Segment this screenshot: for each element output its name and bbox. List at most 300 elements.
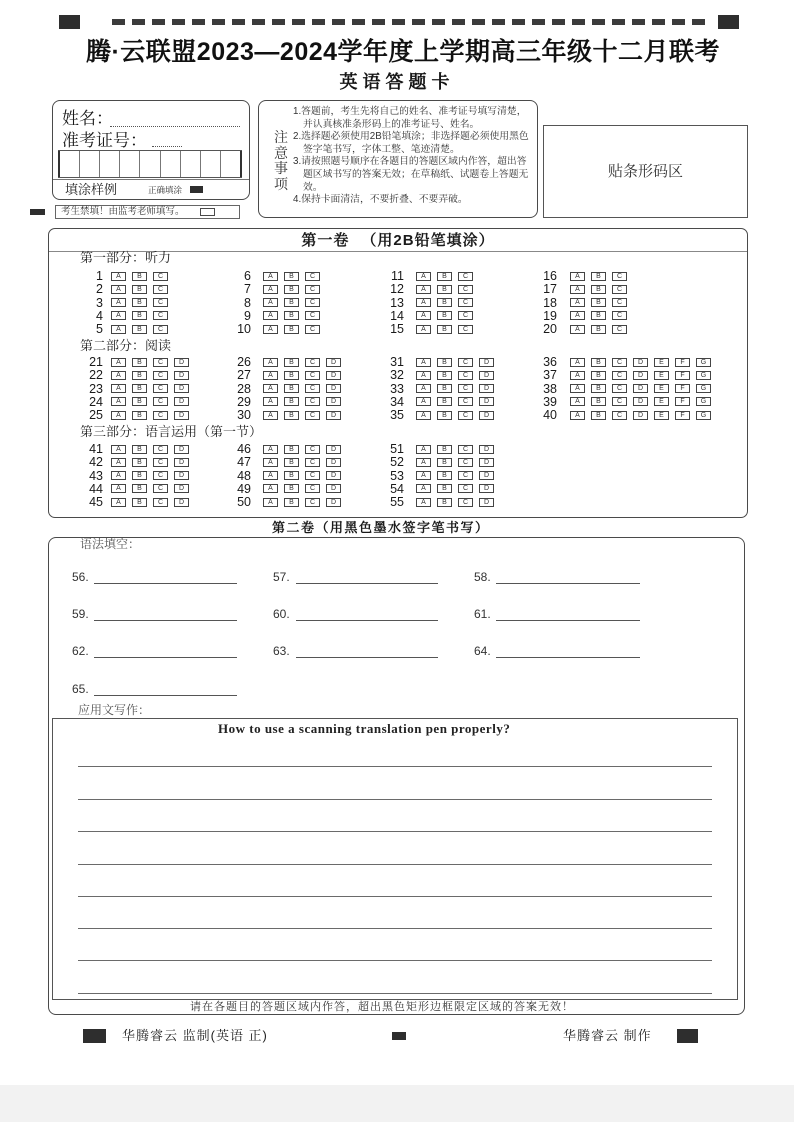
answer-bubble-a[interactable]: A	[416, 272, 431, 281]
answer-blank[interactable]	[296, 620, 438, 621]
writing-line[interactable]	[78, 928, 712, 929]
answer-bubble-b[interactable]: B	[132, 411, 147, 420]
answer-bubble-a[interactable]: A	[263, 445, 278, 454]
answer-bubble-c[interactable]: C	[458, 311, 473, 320]
answer-bubble-b[interactable]: B	[284, 498, 299, 507]
answer-bubble-a[interactable]: A	[416, 384, 431, 393]
answer-bubble-g[interactable]: G	[696, 411, 711, 420]
answer-bubble-g[interactable]: G	[696, 397, 711, 406]
answer-bubble-a[interactable]: A	[263, 311, 278, 320]
answer-bubble-b[interactable]: B	[284, 397, 299, 406]
notice-item: 4.保持卡面清洁，不要折叠、不要弄破。	[293, 194, 468, 206]
name-label: 姓名：	[62, 109, 113, 128]
timing-mark	[412, 19, 425, 25]
answer-bubble-d[interactable]: D	[479, 471, 494, 480]
question-number: 18	[543, 295, 557, 310]
answer-bubble-d[interactable]: D	[326, 445, 341, 454]
answer-bubble-b[interactable]: B	[284, 411, 299, 420]
answer-bubble-b[interactable]: B	[284, 471, 299, 480]
answer-bubble-b[interactable]: B	[132, 471, 147, 480]
footer-producer: 华腾睿云 制作	[563, 1028, 652, 1043]
answer-bubble-a[interactable]: A	[111, 498, 126, 507]
exam-id-digit-cell[interactable]	[161, 151, 181, 177]
answer-bubble-d[interactable]: D	[174, 458, 189, 467]
question-number: 15	[390, 322, 404, 336]
answer-bubble-f[interactable]: F	[675, 371, 690, 380]
alignment-mark-bottom-right	[677, 1029, 698, 1043]
question-number: 7	[244, 282, 251, 297]
answer-bubble-d[interactable]: D	[326, 458, 341, 467]
answer-bubble-b[interactable]: B	[132, 358, 147, 367]
answer-bubble-b[interactable]: B	[437, 411, 452, 420]
answer-bubble-c[interactable]: C	[305, 358, 320, 367]
blank-number: 57.	[273, 570, 290, 584]
answer-bubble-c[interactable]: C	[305, 471, 320, 480]
answer-bubble-d[interactable]: D	[326, 498, 341, 507]
writing-line[interactable]	[78, 896, 712, 897]
answer-bubble-b[interactable]: B	[132, 285, 147, 294]
answer-bubble-c[interactable]: C	[458, 484, 473, 493]
answer-bubble-a[interactable]: A	[570, 272, 585, 281]
answer-bubble-a[interactable]: A	[416, 371, 431, 380]
answer-bubble-a[interactable]: A	[263, 458, 278, 467]
answer-bubble-g[interactable]: G	[696, 371, 711, 380]
fill-sample-correct-label: 正确填涂	[148, 185, 183, 195]
question-number: 8	[244, 295, 251, 310]
answer-bubble-c[interactable]: C	[458, 358, 473, 367]
answer-bubble-c[interactable]: C	[458, 471, 473, 480]
answer-blank[interactable]	[296, 583, 438, 584]
answer-bubble-c[interactable]: C	[612, 325, 627, 334]
question-number: 23	[89, 381, 103, 396]
answer-bubble-c[interactable]: C	[612, 371, 627, 380]
timing-mark	[232, 19, 245, 25]
answer-bubble-d[interactable]: D	[326, 411, 341, 420]
writing-line[interactable]	[78, 831, 712, 832]
blank-number: 63.	[273, 644, 290, 658]
answer-bubble-c[interactable]: C	[305, 445, 320, 454]
answer-bubble-d[interactable]: D	[174, 371, 189, 380]
answer-bubble-a[interactable]: A	[111, 411, 126, 420]
answer-bubble-d[interactable]: D	[326, 397, 341, 406]
exam-id-digit-cell[interactable]	[201, 151, 221, 177]
answer-bubble-b[interactable]: B	[284, 311, 299, 320]
answer-bubble-a[interactable]: A	[111, 458, 126, 467]
timing-mark	[352, 19, 365, 25]
answer-bubble-b[interactable]: B	[284, 371, 299, 380]
sheet-subtitle: 英语答题卡	[339, 72, 455, 92]
answer-bubble-a[interactable]: A	[570, 384, 585, 393]
answer-bubble-f[interactable]: F	[675, 358, 690, 367]
answer-blank[interactable]	[496, 583, 640, 584]
answer-bubble-b[interactable]: B	[437, 498, 452, 507]
answer-bubble-b[interactable]: B	[284, 384, 299, 393]
answer-bubble-d[interactable]: D	[174, 498, 189, 507]
answer-bubble-d[interactable]: D	[326, 371, 341, 380]
answer-bubble-c[interactable]: C	[458, 458, 473, 467]
question-number: 10	[237, 322, 251, 336]
answer-bubble-c[interactable]: C	[153, 498, 168, 507]
answer-bubble-c[interactable]: C	[458, 384, 473, 393]
answer-bubble-d[interactable]: D	[479, 498, 494, 507]
answer-bubble-b[interactable]: B	[284, 325, 299, 334]
answer-bubble-b[interactable]: B	[591, 384, 606, 393]
answer-bubble-b[interactable]: B	[132, 484, 147, 493]
answer-bubble-b[interactable]: B	[437, 285, 452, 294]
answer-bubble-c[interactable]: C	[458, 325, 473, 334]
answer-bubble-b[interactable]: B	[284, 445, 299, 454]
answer-bubble-d[interactable]: D	[633, 411, 648, 420]
answer-bubble-f[interactable]: F	[675, 397, 690, 406]
answer-bubble-c[interactable]: C	[458, 498, 473, 507]
question-number: 26	[237, 355, 251, 369]
answer-bubble-c[interactable]: C	[305, 397, 320, 406]
answer-bubble-a[interactable]: A	[111, 298, 126, 307]
answer-bubble-c[interactable]: C	[612, 358, 627, 367]
question-number: 52	[390, 455, 404, 470]
answer-bubble-b[interactable]: B	[437, 384, 452, 393]
answer-bubble-b[interactable]: B	[437, 311, 452, 320]
timing-mark	[332, 19, 345, 25]
writing-line[interactable]	[78, 766, 712, 767]
answer-bubble-b[interactable]: B	[437, 272, 452, 281]
answer-bubble-a[interactable]: A	[263, 484, 278, 493]
answer-bubble-a[interactable]: A	[570, 311, 585, 320]
blank-number: 65.	[72, 682, 89, 696]
answer-bubble-b[interactable]: B	[437, 358, 452, 367]
answer-bubble-c[interactable]: C	[458, 285, 473, 294]
answer-bubble-b[interactable]: B	[132, 325, 147, 334]
answer-bubble-c[interactable]: C	[305, 384, 320, 393]
answer-bubble-b[interactable]: B	[437, 484, 452, 493]
answer-bubble-f[interactable]: F	[675, 411, 690, 420]
answer-bubble-a[interactable]: A	[416, 484, 431, 493]
proctor-check-box[interactable]	[200, 208, 215, 216]
timing-mark	[272, 19, 285, 25]
answer-blank[interactable]	[94, 657, 237, 658]
answer-bubble-c[interactable]: C	[305, 498, 320, 507]
question-number: 39	[543, 394, 557, 409]
answer-blank[interactable]	[296, 657, 438, 658]
answer-bubble-a[interactable]: A	[416, 358, 431, 367]
answer-bubble-b[interactable]: B	[437, 471, 452, 480]
answer-bubble-c[interactable]: C	[305, 371, 320, 380]
alignment-mark-left	[30, 209, 45, 215]
answer-bubble-b[interactable]: B	[591, 358, 606, 367]
timing-mark	[492, 19, 505, 25]
answer-bubble-d[interactable]: D	[174, 397, 189, 406]
timing-mark	[552, 19, 565, 25]
answer-bubble-c[interactable]: C	[153, 311, 168, 320]
answer-bubble-d[interactable]: D	[326, 384, 341, 393]
answer-bubble-b[interactable]: B	[437, 325, 452, 334]
fill-sample-mark	[190, 186, 203, 193]
answer-bubble-c[interactable]: C	[458, 397, 473, 406]
timing-mark	[112, 19, 125, 25]
answer-bubble-a[interactable]: A	[111, 272, 126, 281]
timing-mark	[292, 19, 305, 25]
answer-bubble-a[interactable]: A	[416, 285, 431, 294]
answer-bubble-a[interactable]: A	[570, 325, 585, 334]
answer-bubble-a[interactable]: A	[263, 384, 278, 393]
answer-bubble-b[interactable]: B	[591, 285, 606, 294]
answer-bubble-c[interactable]: C	[305, 484, 320, 493]
exam-id-digit-cell[interactable]	[100, 151, 120, 177]
answer-bubble-b[interactable]: B	[284, 285, 299, 294]
answer-bubble-b[interactable]: B	[591, 397, 606, 406]
exam-id-digit-cell[interactable]	[181, 151, 201, 177]
answer-bubble-a[interactable]: A	[570, 285, 585, 294]
answer-bubble-a[interactable]: A	[570, 371, 585, 380]
answer-bubble-a[interactable]: A	[570, 358, 585, 367]
answer-bubble-c[interactable]: C	[612, 384, 627, 393]
answer-bubble-b[interactable]: B	[591, 371, 606, 380]
answer-bubble-a[interactable]: A	[263, 285, 278, 294]
answer-bubble-a[interactable]: A	[416, 498, 431, 507]
answer-bubble-c[interactable]: C	[153, 358, 168, 367]
answer-bubble-a[interactable]: A	[111, 325, 126, 334]
answer-bubble-a[interactable]: A	[263, 371, 278, 380]
answer-bubble-c[interactable]: C	[458, 272, 473, 281]
answer-bubble-c[interactable]: C	[612, 272, 627, 281]
section2-header	[272, 520, 490, 536]
answer-bubble-d[interactable]: D	[326, 471, 341, 480]
answer-blank[interactable]	[94, 695, 237, 696]
answer-bubble-d[interactable]: D	[479, 458, 494, 467]
answer-bubble-c[interactable]: C	[305, 458, 320, 467]
answer-bubble-e[interactable]: E	[654, 371, 669, 380]
question-number: 21	[89, 355, 103, 369]
writing-line[interactable]	[78, 960, 712, 961]
answer-bubble-b[interactable]: B	[591, 325, 606, 334]
answer-bubble-c[interactable]: C	[153, 371, 168, 380]
blank-number: 56.	[72, 570, 89, 584]
question-number: 12	[390, 282, 404, 297]
answer-bubble-b[interactable]: B	[437, 445, 452, 454]
answer-bubble-b[interactable]: B	[132, 498, 147, 507]
answer-bubble-d[interactable]: D	[479, 445, 494, 454]
question-number: 46	[237, 442, 251, 456]
answer-bubble-a[interactable]: A	[111, 311, 126, 320]
answer-bubble-c[interactable]: C	[612, 285, 627, 294]
exam-id-field[interactable]	[152, 146, 182, 147]
answer-bubble-d[interactable]: D	[479, 484, 494, 493]
answer-bubble-c[interactable]: C	[153, 298, 168, 307]
question-number: 34	[390, 394, 404, 409]
answer-bubble-a[interactable]: A	[111, 445, 126, 454]
answer-bubble-a[interactable]: A	[263, 498, 278, 507]
answer-bubble-a[interactable]: A	[263, 325, 278, 334]
question-number: 4	[96, 308, 103, 323]
blank-number: 60.	[273, 607, 290, 621]
answer-bubble-d[interactable]: D	[174, 445, 189, 454]
answer-bubble-d[interactable]: D	[174, 484, 189, 493]
answer-bubble-a[interactable]: A	[416, 397, 431, 406]
answer-bubble-c[interactable]: C	[153, 458, 168, 467]
answer-bubble-a[interactable]: A	[263, 397, 278, 406]
question-number: 41	[89, 442, 103, 456]
answer-bubble-b[interactable]: B	[132, 445, 147, 454]
answer-bubble-e[interactable]: E	[654, 397, 669, 406]
answer-bubble-c[interactable]: C	[458, 411, 473, 420]
answer-bubble-b[interactable]: B	[437, 397, 452, 406]
writing-line[interactable]	[78, 993, 712, 994]
question-number: 24	[89, 394, 103, 409]
answer-bubble-c[interactable]: C	[612, 397, 627, 406]
answer-bubble-g[interactable]: G	[696, 384, 711, 393]
answer-bubble-d[interactable]: D	[633, 358, 648, 367]
answer-bubble-a[interactable]: A	[416, 311, 431, 320]
answer-bubble-a[interactable]: A	[570, 298, 585, 307]
answer-bubble-a[interactable]: A	[263, 471, 278, 480]
question-number: 36	[543, 355, 557, 369]
answer-bubble-d[interactable]: D	[633, 371, 648, 380]
answer-bubble-b[interactable]: B	[284, 272, 299, 281]
answer-bubble-a[interactable]: A	[570, 397, 585, 406]
answer-bubble-e[interactable]: E	[654, 384, 669, 393]
answer-bubble-a[interactable]: A	[263, 358, 278, 367]
question-number: 33	[390, 381, 404, 396]
answer-bubble-e[interactable]: E	[654, 411, 669, 420]
answer-blank[interactable]	[94, 620, 237, 621]
answer-bubble-b[interactable]: B	[591, 298, 606, 307]
answer-bubble-a[interactable]: A	[111, 371, 126, 380]
answer-bubble-a[interactable]: A	[111, 285, 126, 294]
answer-bubble-c[interactable]: C	[305, 272, 320, 281]
answer-bubble-d[interactable]: D	[633, 397, 648, 406]
answer-bubble-c[interactable]: C	[153, 471, 168, 480]
answer-bubble-c[interactable]: C	[458, 298, 473, 307]
answer-bubble-c[interactable]: C	[305, 285, 320, 294]
answer-bubble-d[interactable]: D	[174, 384, 189, 393]
answer-blank[interactable]	[496, 620, 640, 621]
answer-bubble-b[interactable]: B	[437, 298, 452, 307]
answer-bubble-c[interactable]: C	[612, 411, 627, 420]
writing-label: 应用文写作：	[78, 703, 151, 717]
answer-bubble-f[interactable]: F	[675, 384, 690, 393]
answer-bubble-b[interactable]: B	[284, 298, 299, 307]
answer-bubble-b[interactable]: B	[591, 272, 606, 281]
answer-bubble-b[interactable]: B	[284, 458, 299, 467]
grammar-fill-label: 语法填空：	[80, 537, 141, 551]
answer-bubble-d[interactable]: D	[479, 384, 494, 393]
answer-bubble-b[interactable]: B	[591, 411, 606, 420]
answer-bubble-a[interactable]: A	[570, 411, 585, 420]
answer-bubble-b[interactable]: B	[132, 384, 147, 393]
answer-bubble-d[interactable]: D	[479, 411, 494, 420]
answer-bubble-a[interactable]: A	[416, 325, 431, 334]
answer-bubble-c[interactable]: C	[153, 484, 168, 493]
answer-bubble-d[interactable]: D	[633, 384, 648, 393]
answer-bubble-a[interactable]: A	[111, 397, 126, 406]
timing-mark	[372, 19, 385, 25]
answer-bubble-a[interactable]: A	[416, 471, 431, 480]
answer-bubble-c[interactable]: C	[153, 445, 168, 454]
question-number: 13	[390, 295, 404, 310]
exam-id-digit-cell[interactable]	[58, 151, 80, 177]
answer-blank[interactable]	[94, 583, 237, 584]
answer-bubble-a[interactable]: A	[111, 471, 126, 480]
answer-bubble-a[interactable]: A	[111, 358, 126, 367]
answer-bubble-c[interactable]: C	[153, 272, 168, 281]
answer-bubble-b[interactable]: B	[132, 272, 147, 281]
answer-bubble-d[interactable]: D	[326, 358, 341, 367]
answer-bubble-a[interactable]: A	[263, 298, 278, 307]
exam-id-digit-cell[interactable]	[221, 151, 242, 177]
answer-bubble-a[interactable]: A	[416, 411, 431, 420]
exam-id-digit-cell[interactable]	[120, 151, 140, 177]
proctor-note: 考生禁填！由监考老师填写。	[61, 206, 185, 217]
answer-bubble-c[interactable]: C	[153, 397, 168, 406]
answer-bubble-b[interactable]: B	[132, 371, 147, 380]
answer-bubble-c[interactable]: C	[153, 384, 168, 393]
answer-bubble-d[interactable]: D	[326, 484, 341, 493]
answer-bubble-g[interactable]: G	[696, 358, 711, 367]
alignment-mark-bottom-left	[83, 1029, 106, 1043]
answer-bubble-a[interactable]: A	[263, 411, 278, 420]
answer-bubble-b[interactable]: B	[132, 311, 147, 320]
question-number: 55	[390, 495, 404, 509]
answer-bubble-d[interactable]: D	[174, 411, 189, 420]
answer-bubble-a[interactable]: A	[416, 458, 431, 467]
answer-bubble-d[interactable]: D	[174, 471, 189, 480]
answer-bubble-d[interactable]: D	[479, 397, 494, 406]
name-field[interactable]	[110, 126, 240, 127]
writing-line[interactable]	[78, 864, 712, 865]
timing-mark	[152, 19, 165, 25]
blank-number: 62.	[72, 644, 89, 658]
answer-bubble-b[interactable]: B	[132, 397, 147, 406]
exam-id-digit-cell[interactable]	[140, 151, 160, 177]
answer-bubble-b[interactable]: B	[284, 358, 299, 367]
answer-bubble-a[interactable]: A	[263, 272, 278, 281]
question-number: 48	[237, 468, 251, 483]
section1-title: 第一卷	[301, 232, 350, 249]
answer-bubble-c[interactable]: C	[612, 311, 627, 320]
answer-bubble-d[interactable]: D	[479, 358, 494, 367]
answer-bubble-c[interactable]: C	[153, 285, 168, 294]
answer-bubble-c[interactable]: C	[153, 325, 168, 334]
answer-bubble-c[interactable]: C	[153, 411, 168, 420]
answer-bubble-a[interactable]: A	[416, 445, 431, 454]
exam-id-digit-cell[interactable]	[80, 151, 100, 177]
answer-bubble-d[interactable]: D	[479, 371, 494, 380]
answer-bubble-c[interactable]: C	[305, 411, 320, 420]
answer-bubble-b[interactable]: B	[132, 298, 147, 307]
writing-area[interactable]	[52, 718, 738, 1000]
answer-bubble-a[interactable]: A	[111, 484, 126, 493]
answer-blank[interactable]	[496, 657, 640, 658]
answer-bubble-c[interactable]: C	[305, 311, 320, 320]
answer-bubble-b[interactable]: B	[437, 458, 452, 467]
answer-bubble-c[interactable]: C	[305, 298, 320, 307]
answer-bubble-a[interactable]: A	[111, 384, 126, 393]
answer-bubble-d[interactable]: D	[174, 358, 189, 367]
answer-bubble-b[interactable]: B	[284, 484, 299, 493]
answer-bubble-c[interactable]: C	[612, 298, 627, 307]
notice-item: 3.请按照题号顺序在各题目的答题区域内作答，超出答题区域书写的答案无效；在草稿纸、试题卷上答题无效。	[293, 156, 529, 193]
answer-bubble-c[interactable]: C	[458, 371, 473, 380]
answer-bubble-b[interactable]: B	[437, 371, 452, 380]
notice-item: 1.答题前，考生先将自己的姓名、准考证号填写清楚，并认真核准条形码上的准考证号、姓名。	[293, 106, 527, 130]
answer-bubble-b[interactable]: B	[591, 311, 606, 320]
answer-bubble-a[interactable]: A	[416, 298, 431, 307]
answer-bubble-b[interactable]: B	[132, 458, 147, 467]
answer-bubble-c[interactable]: C	[458, 445, 473, 454]
writing-line[interactable]	[78, 799, 712, 800]
answer-bubble-c[interactable]: C	[305, 325, 320, 334]
answer-bubble-e[interactable]: E	[654, 358, 669, 367]
